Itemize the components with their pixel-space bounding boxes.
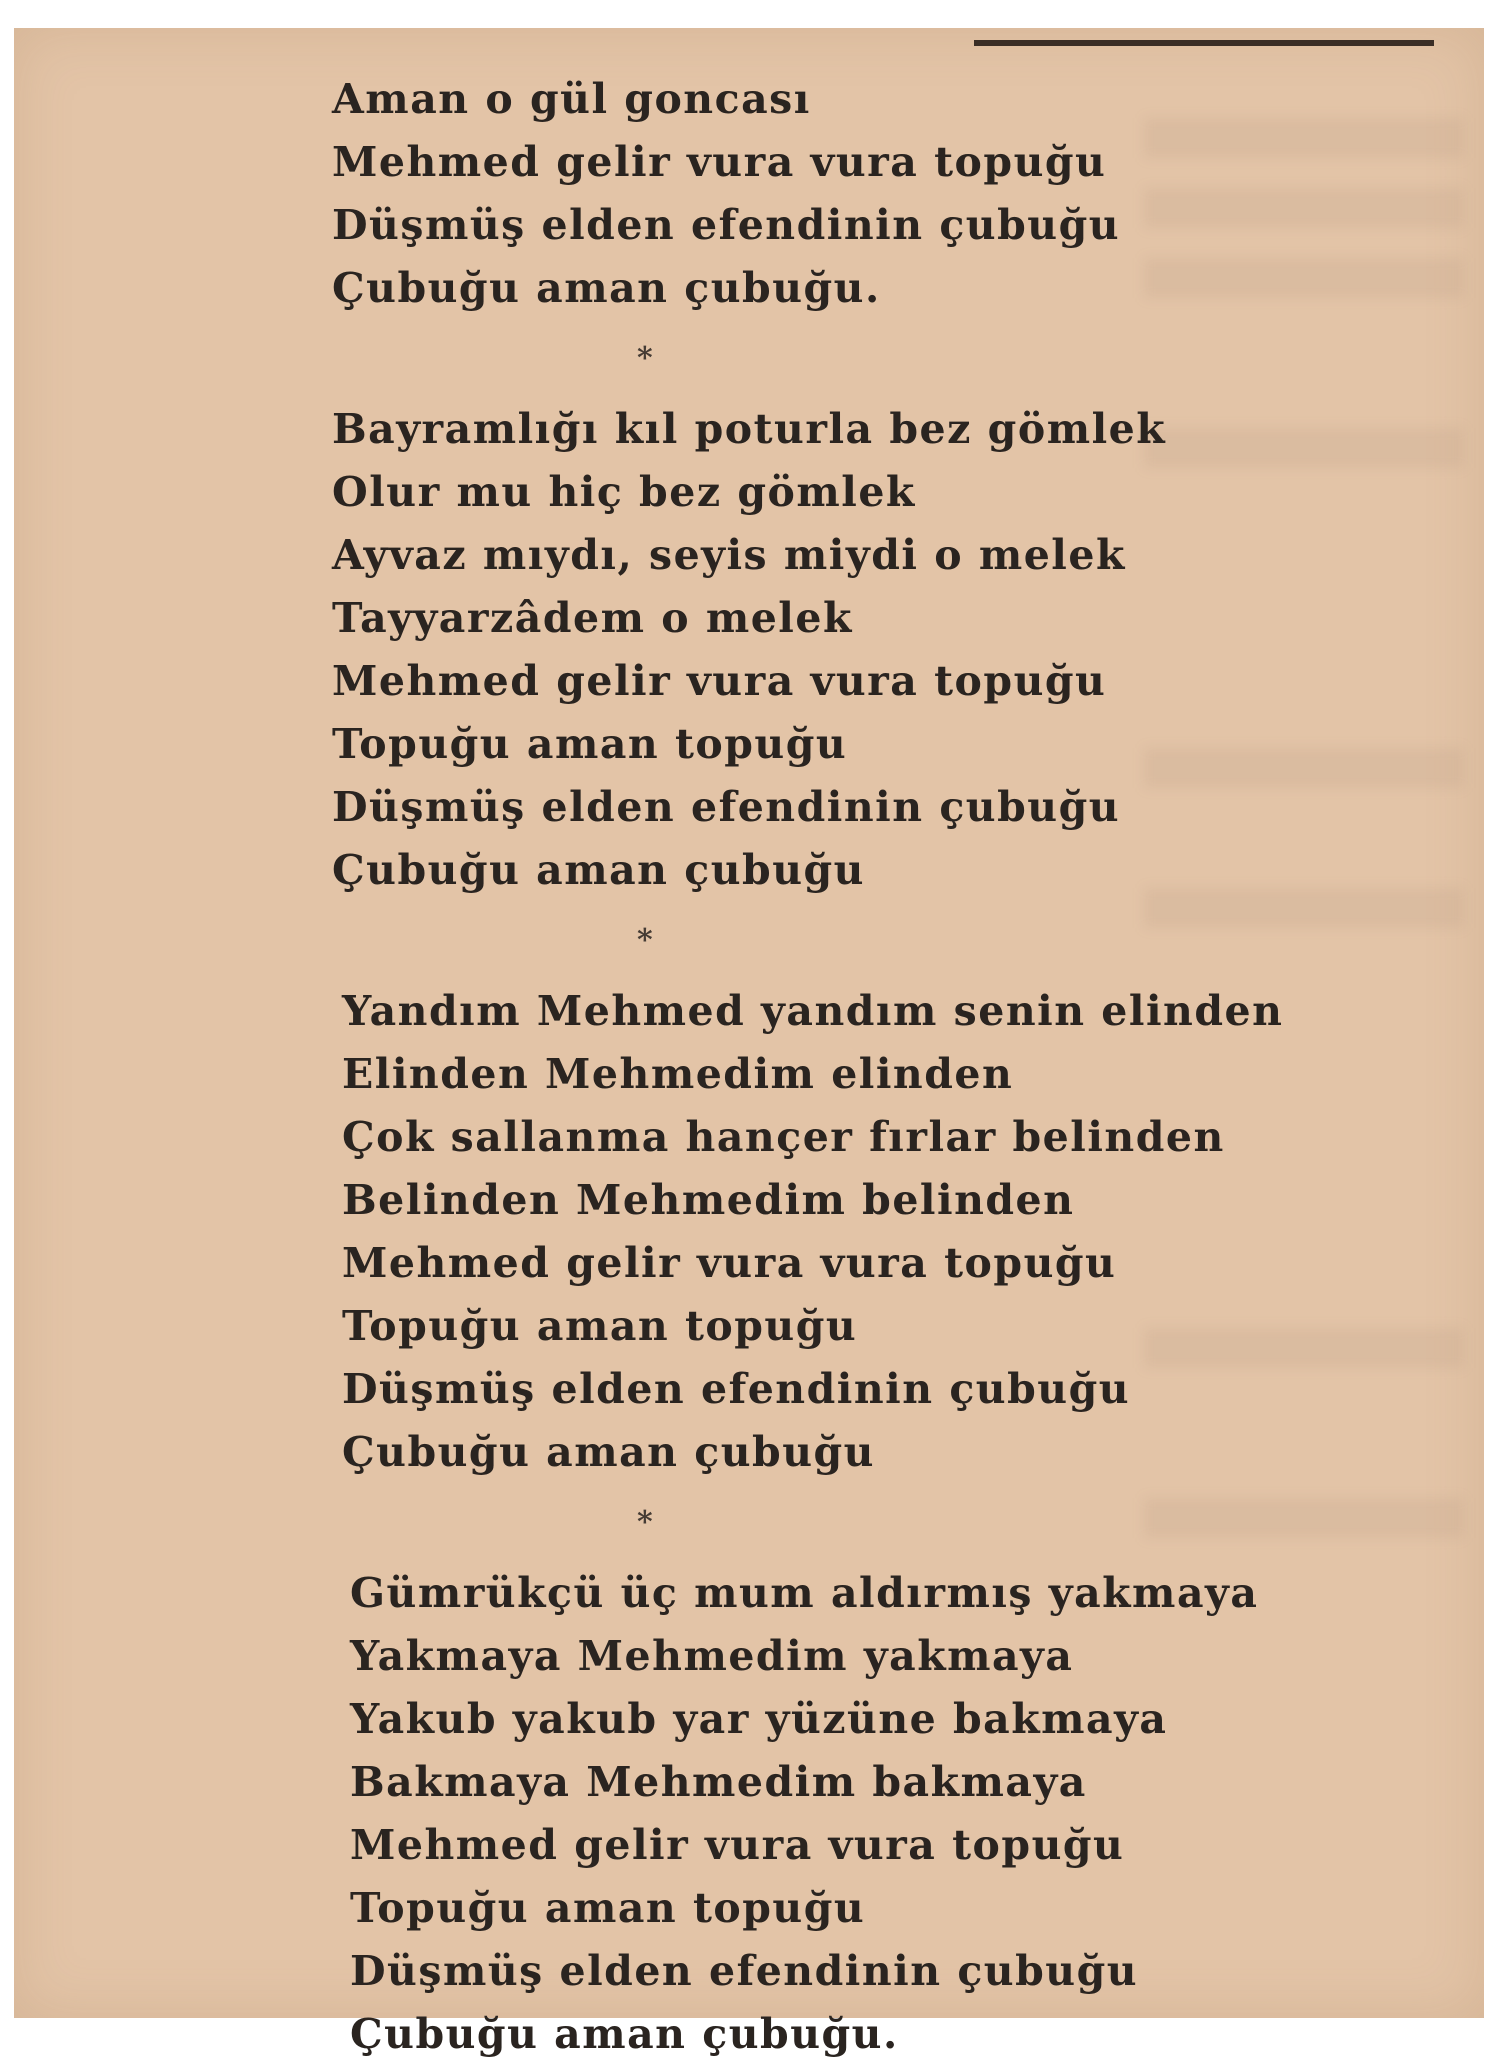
stanza-1 (332, 68, 1283, 320)
stanza-separator-asterisk: * (637, 341, 655, 376)
poem-line: Bayramlığı kıl poturla bez gömlek (332, 405, 1167, 453)
poem-line: Çubuğu aman çubuğu (332, 846, 865, 894)
poem-line: Aman o gül goncası (332, 75, 811, 123)
poem-line: Çok sallanma hançer fırlar belinden (342, 1113, 1225, 1161)
poem-line: Yakub yakub yar yüzüne bakmaya (350, 1695, 1168, 1743)
newspaper-clipping (14, 28, 1484, 2058)
poem-line: Çubuğu aman çubuğu. (350, 2010, 899, 2058)
poem-line: Topuğu aman topuğu (342, 1302, 858, 1350)
poem-line: Ayvaz mıydı, seyis miydi o melek (332, 531, 1126, 579)
poem-line: Düşmüş elden efendinin çubuğu (342, 1365, 1131, 1413)
poem-text (332, 68, 1283, 2066)
poem-line: Gümrükçü üç mum aldırmış yakmaya (350, 1569, 1259, 1617)
poem-line: Elinden Mehmedim elinden (342, 1050, 1014, 1098)
poem-line: Çubuğu aman çubuğu (342, 1428, 875, 1476)
stanza-2 (332, 398, 1283, 902)
poem-line: Düşmüş elden efendinin çubuğu (332, 201, 1121, 249)
top-rule-divider (974, 40, 1434, 46)
poem-line: Yakmaya Mehmedim yakmaya (350, 1632, 1074, 1680)
poem-line: Mehmed gelir vura vura topuğu (332, 657, 1107, 705)
poem-line: Mehmed gelir vura vura topuğu (332, 138, 1107, 186)
poem-line: Topuğu aman topuğu (332, 720, 848, 768)
poem-line: Olur mu hiç bez gömlek (332, 468, 916, 516)
poem-line: Belinden Mehmedim belinden (342, 1176, 1075, 1224)
poem-line: Yandım Mehmed yandım senin elinden (342, 987, 1284, 1035)
stanza-4 (350, 1562, 1283, 2066)
poem-line: Tayyarzâdem o melek (332, 594, 853, 642)
stanza-3 (342, 980, 1283, 1484)
stanza-separator-asterisk: * (637, 923, 655, 958)
poem-line: Topuğu aman topuğu (350, 1884, 866, 1932)
poem-line: Bakmaya Mehmedim bakmaya (350, 1758, 1087, 1806)
poem-line: Mehmed gelir vura vura topuğu (350, 1821, 1125, 1869)
poem-line: Mehmed gelir vura vura topuğu (342, 1239, 1117, 1287)
poem-line: Çubuğu aman çubuğu. (332, 264, 881, 312)
poem-line: Düşmüş elden efendinin çubuğu (332, 783, 1121, 831)
poem-line: Düşmüş elden efendinin çubuğu (350, 1947, 1139, 1995)
stanza-separator-asterisk: * (637, 1505, 655, 1540)
